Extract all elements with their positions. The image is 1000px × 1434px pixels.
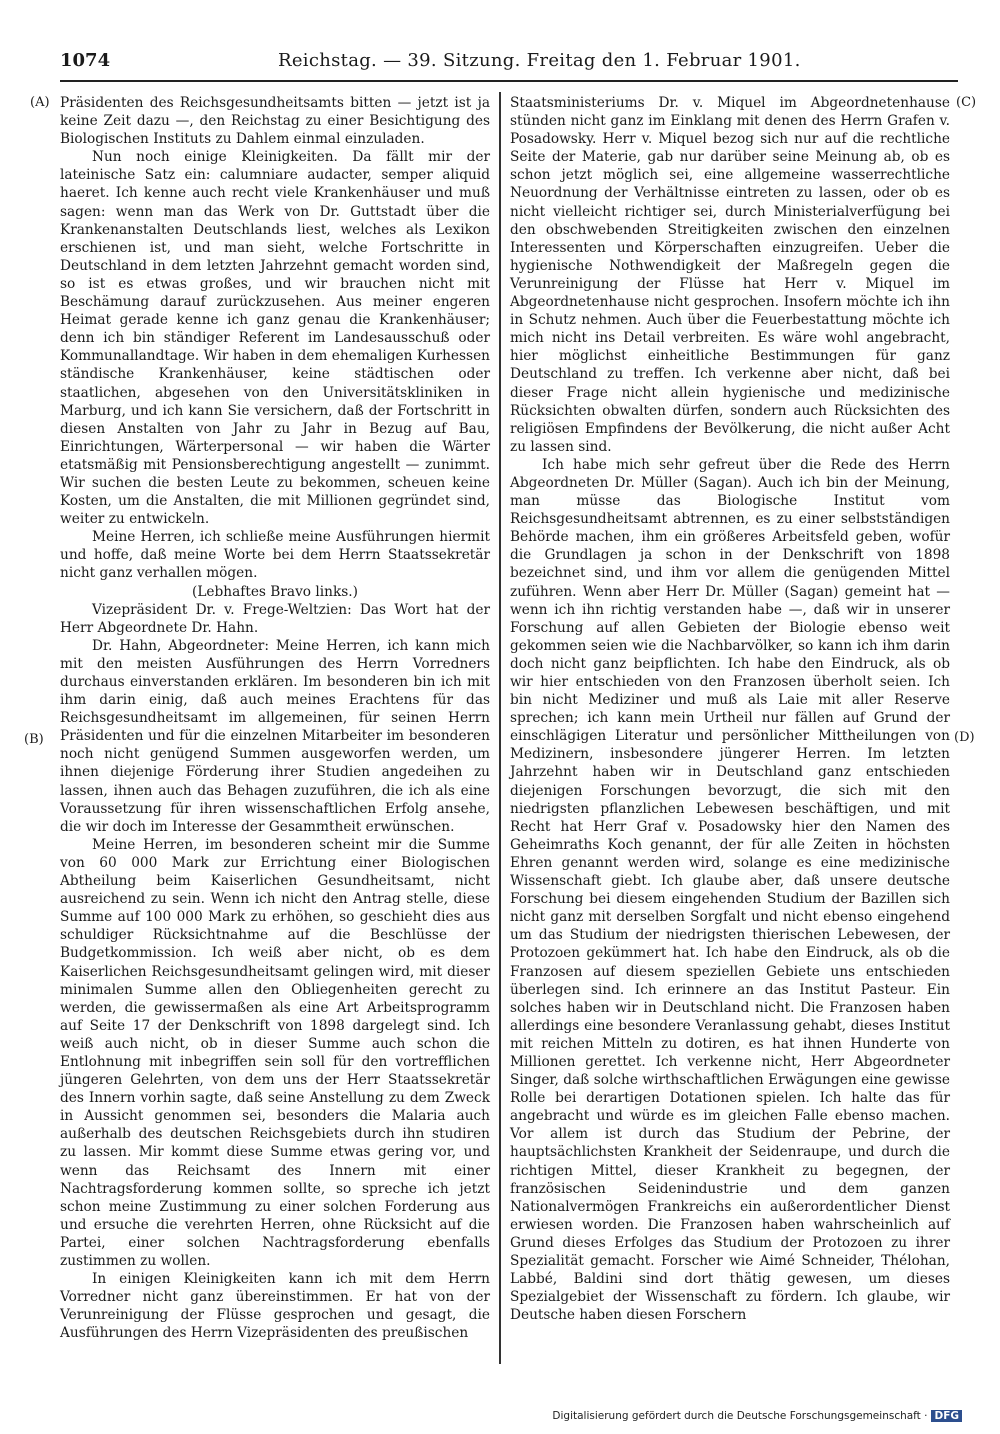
footer-text: Digitalisierung gefördert durch die Deutsche Forschungsgemeinschaft ·	[552, 1410, 928, 1422]
applause-note: (Lebhaftes Bravo links.)	[192, 583, 358, 600]
header-rule	[60, 80, 958, 82]
paragraph: Staatsministeriums Dr. v. Miquel im Abgeordnetenhause stünden nicht ganz im Einklang mit denen des Herrn Grafen v. Posadowsky. Herr v. Miquel bezog sich nur auf die rechtliche Seite der Materie, gab nur darüber seine Meinung ab, ob es schon jetzt möglich sei, eine allgemeine wasserrechtliche Neuordnung der Verhältnisse eintreten zu lassen, oder ob es nicht vielleicht richtiger sei, durch Ministerialverfügung bei den obschwebenden Streitigkeiten zwischen den einzelnen Interessenten und Körperschaften einzugreifen. Ueber die hygienische Nothwendigkeit der Maßregeln gegen die Verunreinigung der Flüsse hat Herr v. Miquel im Abgeordnetenhause nicht gesprochen. Insofern möchte ich ihn in Schutz nehmen. Auch über die Feuerbestattung möchte ich mich nicht ins Detail verbreiten. Es wäre wohl angebracht, hier möglichst einheitliche Bestimmungen für ganz Deutschland zu treffen. Ich verkenne aber nicht, daß bei dieser Frage nicht allein hygienische und medizinische Rücksichten obwalten dürfen, sondern auch Rücksichten des religiösen Empfindens der Bevölkerung, die nicht außer Acht zu lassen sind.	[510, 95, 950, 455]
paragraph: Nun noch einige Kleinigkeiten. Da fällt mir der lateinische Satz ein: calumniare audacter, semper aliquid haeret. Ich kenne auch recht viele Krankenhäuser und muß sagen: wenn man das Werk von Dr. Guttstadt über die Krankenanstalten Deutschlands liest, welches als Lexikon erschienen ist, und man sieht, welche Fortschritte in Deutschland in dem letzten Jahrzehnt gemacht worden sind, so ist es etwas großes, und wir brauchen nicht mit Beschämung darauf zurückzusehen. Aus meiner engeren Heimat gerade kenne ich ganz genau die Krankenhäuser; denn ich bin ständiger Referent im Landesausschuß oder Kommunallandtage. Wir haben in dem ehemaligen Kurhessen ständische Krankenhäuser, keine städtischen oder staatlichen, abgesehen von den Universitätskliniken in Marburg, und ich kann Sie versichern, daß der Fortschritt in diesen Anstalten von Jahr zu Jahr in Bezug auf Bau, Einrichtungen, Wärterpersonal — wir haben die Wärter etatsmäßig mit Pensionsberechtigung angestellt — zunimmt. Wir suchen die besten Leute zu bekommen, scheuen keine Kosten, um die Anstalten, die mit Millionen gegründet sind, weiter zu entwickeln.	[60, 149, 490, 528]
dfg-logo: DFG	[931, 1410, 962, 1422]
column-divider	[499, 92, 501, 1364]
margin-mark-b: (B)	[24, 732, 44, 747]
page-number: 1074	[60, 50, 111, 71]
paragraph: Meine Herren, ich schließe meine Ausführungen hiermit und hoffe, daß meine Worte bei dem Herrn Staatssekretär nicht ganz verhallen mögen.	[60, 529, 490, 582]
paragraph: In einigen Kleinigkeiten kann ich mit dem Herrn Vorredner nicht ganz übereinstimmen. Er hat von der Verunreinigung der Flüsse gesprochen und gesagt, die Ausführungen des Herrn Vizepräsidenten des preußischen	[60, 1271, 490, 1342]
paragraph: Präsidenten des Reichsgesundheitsamts bitten — jetzt ist ja keine Zeit dazu —, den Reichstag zu einer Besichtigung des Biologischen Instituts zu Dahlem einmal einzuladen.	[60, 95, 490, 148]
page-header	[60, 48, 958, 76]
margin-mark-c: (C)	[956, 95, 977, 110]
margin-mark-d: (D)	[954, 730, 975, 745]
paragraph: Ich habe mich sehr gefreut über die Rede des Herrn Abgeordneten Dr. Müller (Sagan). Auch ich bin der Meinung, man müsse das Biologische Institut vom Reichsgesundheitsamt abtrennen, es zu einer selbstständigen Behörde machen, ihm ein größeres Arbeitsfeld geben, wofür die Grundlagen ja schon in der Denkschrift von 1898 bezeichnet sind, und ihm vor allem die genügenden Mittel zuführen. Wenn aber Herr Dr. Müller (Sagan) gemeint hat — wenn ich ihn richtig verstanden habe —, daß wir in unserer Forschung auf allen Gebieten der Biologie ebenso weit gekommen seien wie die Nachbarvölker, so kann ich ihm darin doch nicht ganz beipflichten. Ich habe den Eindruck, als ob wir hier entschieden von den Franzosen überholt seien. Ich bin nicht Mediziner und muß als Laie mit aller Reserve sprechen; ich kann mein Urtheil nur fällen auf Grund der einschlägigen Literatur und persönlicher Mittheilungen von Medizinern, insbesondere jüngerer Herren. Im letzten Jahrzehnt haben wir in Deutschland ganz entschieden diejenigen Forschungen bevorzugt, die sich mit den niedrigsten pflanzlichen Lebewesen beschäftigen, und mit Recht hat Herr Graf v. Posadowsky hier den Namen des Geheimraths Koch genannt, der für alle Zeiten in höchsten Ehren genannt werden wird, solange es eine medizinische Wissenschaft giebt. Ich glaube aber, daß unsere deutsche Forschung bei diesem eingehenden Studium der Bazillen sich nicht ganz mit derselben Sorgfalt und nicht ebenso eingehend um das Studium der niedrigsten thierischen Lebewesen, der Protozoen gekümmert hat. Ich habe den Eindruck, als ob die Franzosen auf diesem speziellen Gebiete uns entschieden überlegen sind. Ich erinnere an das Institut Pasteur. Ein solches haben wir in Deutschland nicht. Die Franzosen haben allerdings eine besondere Veranlassung gehabt, dieses Institut mit reichen Mitteln zu dotiren, es hat ihnen Hunderte von Millionen gerettet. Ich verkenne nicht, Herr Abgeordneter Singer, daß solche wirthschaftlichen Erwägungen eine gewisse Rolle bei derartigen Dotationen spielen. Ich halte das für angebracht und würde es im gleichen Falle ebenso machen. Vor allem ist durch das Studium der Pebrine, der hauptsächlichsten Krankheit der Seidenraupe, und durch die richtigen Mittel, dieser Krankheit zu begegnen, der französischen Seidenindustrie und dem ganzen Nationalvermögen Frankreichs ein außerordentlicher Dienst erwiesen worden. Die Franzosen haben wahrscheinlich auf Grund dieses Erfolges das Studium der Protozoen zu ihrer Spezialität gemacht. Forscher wie Aimé Schneider, Thélohan, Labbé, Baldini sind dort thätig gewesen, um dieses Spezialgebiet der Wissenschaft zu fördern. Ich glaube, wir Deutsche haben diesen Forschern	[510, 456, 950, 1324]
margin-mark-a: (A)	[30, 95, 50, 110]
speaker-paragraph: Dr. Hahn, Abgeordneter: Meine Herren, ich kann mich mit den meisten Ausführungen des Herrn Vorredners durchaus einverstanden erklären. Im besonderen bin ich mit ihm darin einig, daß auch meines Erachtens für das Reichsgesundheitsamt im allgemeinen, für seinen Herrn Präsidenten und für die einzelnen Mitarbeiter im besonderen noch nicht genügend Summen ausgeworfen werden, um ihnen diejenige Förderung ihrer Studien angedeihen zu lassen, ihnen auch das Behagen zuzuführen, die ich als eine Voraussetzung für ihren wissenschaftlichen Erfolg ansehe, die wir doch im Interesse der Gesammtheit erwünschen.	[60, 637, 490, 835]
speaker-paragraph: Vizepräsident Dr. v. Frege-Weltzien: Das Wort hat der Herr Abgeordnete Dr. Hahn.	[60, 601, 490, 636]
footer-credit	[552, 1410, 962, 1422]
running-head: Reichstag. — 39. Sitzung. Freitag den 1. Februar 1901.	[278, 50, 801, 71]
right-column	[510, 94, 950, 1324]
left-column	[60, 94, 490, 1342]
paragraph: Meine Herren, im besonderen scheint mir die Summe von 60 000 Mark zur Errichtung einer Biologischen Abtheilung beim Kaiserlichen Gesundheitsamt, nicht ausreichend zu sein. Wenn ich nicht den Antrag stelle, diese Summe auf 100 000 Mark zu erhöhen, so geschieht dies aus schuldiger Rücksichtnahme auf die Beschlüsse der Budgetkommission. Ich weiß aber nicht, ob es dem Kaiserlichen Reichsgesundheitsamt gelingen wird, mit dieser minimalen Summe allen den Obliegenheiten gerecht zu werden, die gewissermaßen als eine Art Arbeitsprogramm auf Seite 17 der Denkschrift von 1898 dargelegt sind. Ich weiß auch nicht, ob in dieser Summe auch schon die Entlohnung mit inbegriffen sein soll für den vortrefflichen jüngeren Gelehrten, von dem uns der Herr Staatssekretär des Innern vorhin sagte, daß seine Anstellung zu dem Zweck in Aussicht genommen sei, besonders die Malaria auch außerhalb des deutschen Reichsgebiets durch ihn studiren zu lassen. Mir kommt diese Summe etwas gering vor, und wenn das Reichsamt des Innern mit einer Nachtragsforderung kommen sollte, so spreche ich jetzt schon meine Zustimmung zu einer solchen Forderung aus und ersuche die verehrten Herren, ohne Rücksicht auf die Partei, einer solchen Nachtragsforderung ebenfalls zustimmen zu wollen.	[60, 836, 490, 1269]
